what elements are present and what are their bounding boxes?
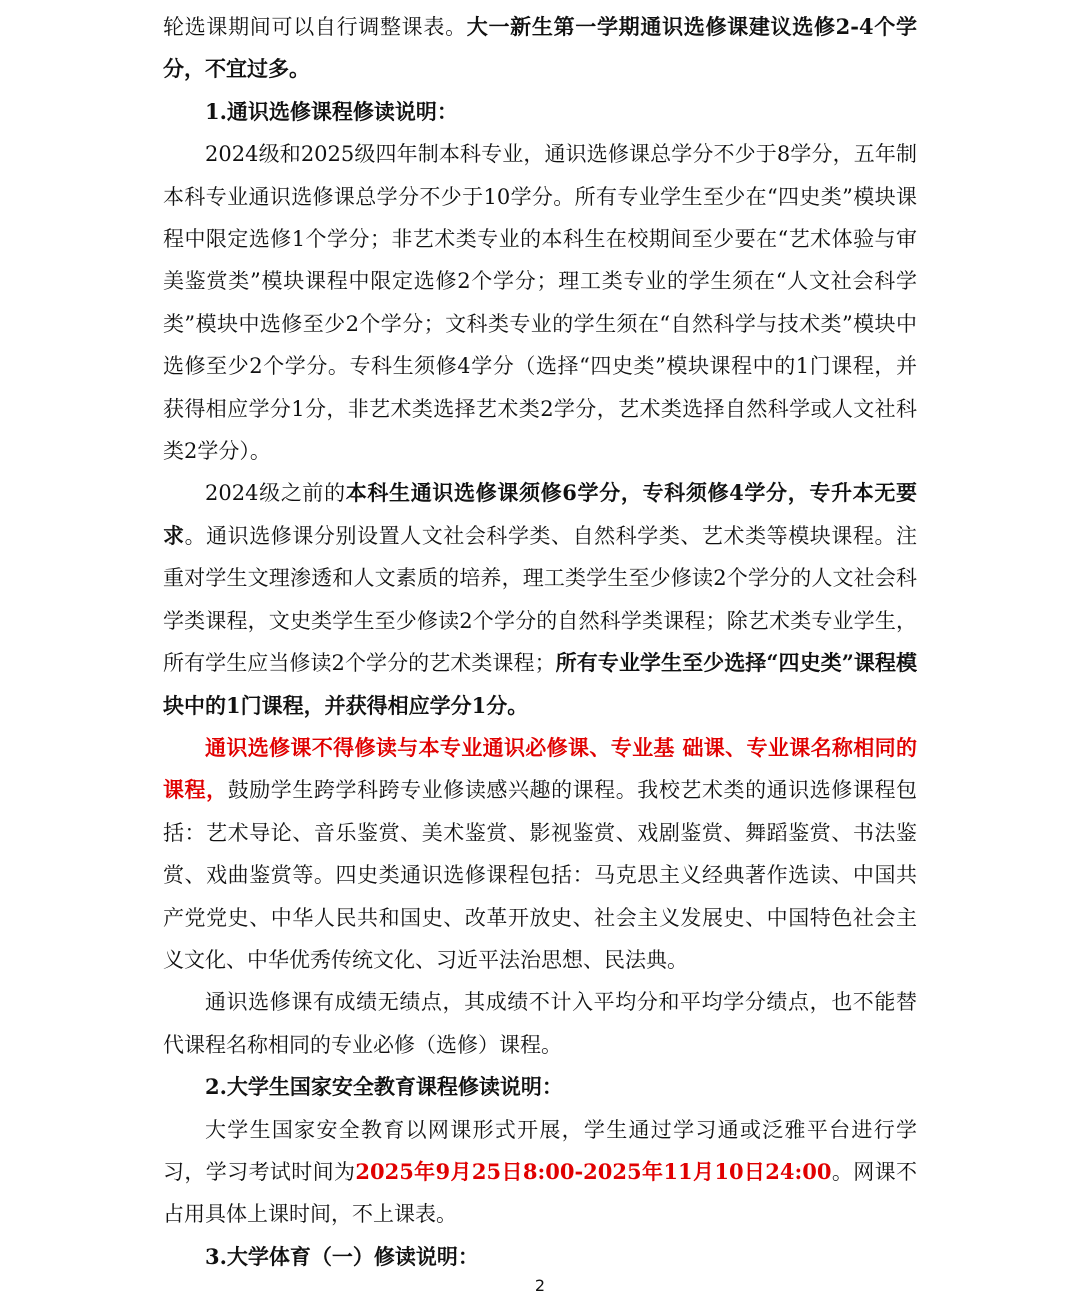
section-heading-3: 3.大学体育（一）修读说明： bbox=[205, 1243, 479, 1269]
text: 大学生国家安全教育以网课形式开展，学生通过学习通或泛雅平台进行学习，学习考试时间为 bbox=[163, 1117, 917, 1184]
bold-text: 所有专业学生至少选择“四史类”课程模块中的1门课程，并获得相应学分1分。 bbox=[163, 650, 917, 718]
paragraph-course-restrictions bbox=[163, 727, 917, 981]
paragraph-course-adjustment bbox=[163, 6, 917, 91]
paragraph-security-education bbox=[163, 1109, 917, 1236]
paragraph-grading-note: 通识选修课有成绩无绩点，其成绩不计入平均分和平均学分绩点，也不能替代课程名称相同的专业必修（选修）课程。 bbox=[163, 990, 917, 1057]
bold-text: 大一新生第一学期通识选修课建议选修2-4个学分，不宜过多。 bbox=[163, 14, 917, 82]
text: 。通识选修课分别设置人文社会科学类、自然科学类、艺术类等模块课程。注重对学生文理渗透和人文素质的培养，理工类学生至少修读2个学分的人文社会科学类课程，文史类学生至少修读2个学分的自然科学类课程；除艺术类专业学生，所有学生应当修读2个学分的艺术类课程； bbox=[163, 523, 918, 676]
paragraph-pre-2024-requirements bbox=[163, 472, 917, 726]
paragraph-credit-requirements: 2024级和2025级四年制本科专业，通识选修课总学分不少于8学分，五年制本科专业通识选修课总学分不少于10学分。所有专业学生至少在“四史类”模块课程中限定选修1个学分；非艺术类专业的本科生在校期间至少要在“艺术体验与审美鉴赏类”模块课程中限定选修2个学分；理工类专业的学生须在“人文社会科学类”模块中选修至少2个学分；文科类专业的学生须在“自然科学与技术类”模块中选修至少2个学分。专科生须修4学分（选择“四史类”模块课程中的1门课程，并获得相应学分1分，非艺术类选择艺术类2学分，艺术类选择自然科学或人文社科类2学分）。 bbox=[163, 142, 917, 464]
red-warning-text: 通识选修课不得修读与本专业通识必修课、专业基 础课、专业课名称相同的课程， bbox=[163, 734, 917, 803]
document-page bbox=[163, 6, 917, 1278]
red-date-range: 2025年9月25日8:00-2025年11月10日24:00 bbox=[355, 1158, 832, 1184]
text: 。网课不占用具体上课时间，不上课表。 bbox=[163, 1159, 918, 1227]
bold-text: 本科生通识选修课须修6学分，专科须修4学分，专升本无要求 bbox=[163, 480, 917, 548]
text: 轮选课期间可以自行调整课表。 bbox=[163, 15, 467, 39]
text: 2024级之前的 bbox=[205, 481, 346, 506]
section-heading-1: 1.通识选修课程修读说明： bbox=[205, 98, 458, 124]
page-number: 2 bbox=[534, 1276, 546, 1295]
text: 鼓励学生跨学科跨专业修读感兴趣的课程。我校艺术类的通识选修课程包括：艺术导论、音乐鉴赏、美术鉴赏、影视鉴赏、戏剧鉴赏、舞蹈鉴赏、书法鉴赏、戏曲鉴赏等。四史类通识选修课程包括：马克思主义经典著作选读、中国共产党党史、中华人民共和国史、改革开放史、社会主义发展史、中国特色社会主义文化、中华优秀传统文化、习近平法治思想、民法典。 bbox=[163, 778, 918, 972]
section-heading-2: 2.大学生国家安全教育课程修读说明： bbox=[205, 1074, 563, 1100]
